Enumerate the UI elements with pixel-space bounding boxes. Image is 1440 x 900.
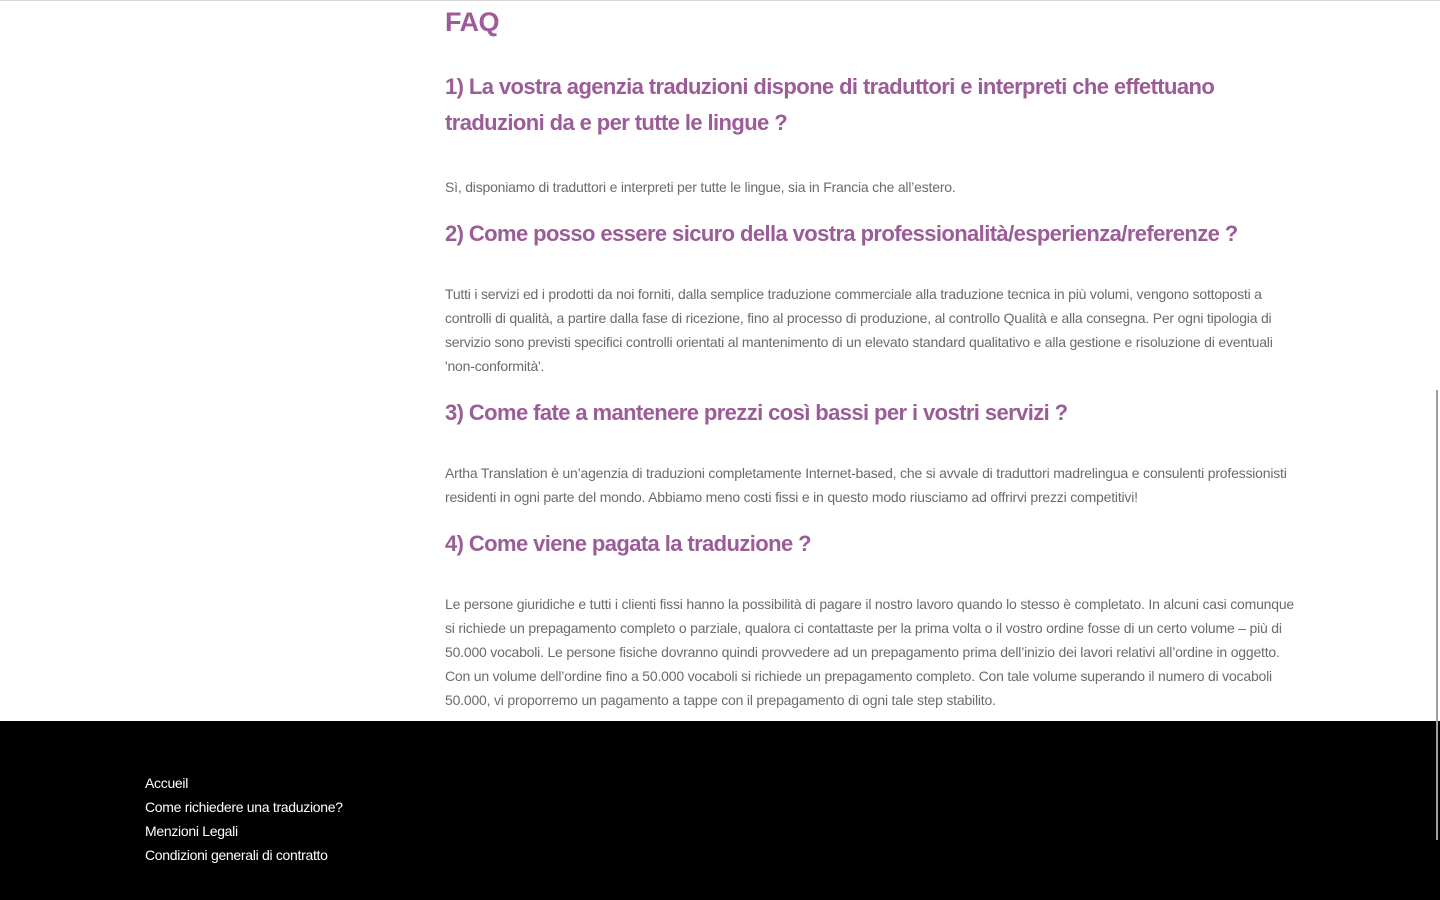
page-title: FAQ [445, 7, 500, 37]
faq-answer-2: Tutti i servizi ed i prodotti da noi forniti, dalla semplice traduzione commerciale alla traduzione tecnica in più volumi, vengono sottoposti a controlli di qualità, a partire dalla fase di ricezione, fino al processo di produzione, al controllo Qualità e alla consegna. Per ogni tipologia di servizio sono previsti specifici controlli orientati al mantenimento di un elevato standard qualitativo e alla gestione e risoluzione di eventuali 'non-conformità'. [445, 286, 1273, 374]
footer-link-accueil[interactable]: Accueil [145, 775, 189, 791]
faq-answer-1: Sì, disponiamo di traduttori e interpreti per tutte le lingue, sia in Francia che all’estero. [445, 179, 956, 195]
footer-item [145, 843, 343, 867]
footer-nav [145, 771, 343, 867]
faq-question-2: 2) Come posso essere sicuro della vostra professionalità/esperienza/referenze ? [445, 221, 1238, 246]
faq-question-3: 3) Come fate a mantenere prezzi così bassi per i vostri servizi ? [445, 400, 1068, 425]
scrollbar-thumb[interactable] [1436, 390, 1438, 840]
footer-link-come-richiedere[interactable]: Come richiedere una traduzione? [145, 799, 343, 815]
site-footer [0, 721, 1440, 900]
footer-item [145, 819, 343, 843]
footer-item [145, 795, 343, 819]
faq-question-4: 4) Come viene pagata la traduzione ? [445, 531, 811, 556]
faq-question-1: 1) La vostra agenzia traduzioni dispone di traduttori e interpreti che effettuano traduzioni da e per tutte le lingue ? [445, 74, 1215, 135]
faq-section [445, 0, 1295, 712]
footer-link-condizioni[interactable]: Condizioni generali di contratto [145, 847, 328, 863]
faq-answer-4: Le persone giuridiche e tutti i clienti fissi hanno la possibilità di pagare il nostro lavoro quando lo stesso è completato. In alcuni casi comunque si richiede un prepagamento completo o parziale, qualora ci contattaste per la prima volta o il vostro ordine fosse di un certo volume – più di 50.000 vocaboli. Le persone fisiche dovranno quindi provvedere ad un prepagamento prima dell’inizio dei lavori relativi all’ordine in oggetto. Con un volume dell’ordine fino a 50.000 vocaboli si richiede un prepagamento completo. Con tale volume superando il numero di vocaboli 50.000, vi proporremo un pagamento a tappe con il prepagamento di ogni tale step stabilito. [445, 596, 1295, 708]
footer-link-menzioni-legali[interactable]: Menzioni Legali [145, 823, 238, 839]
faq-answer-3: Artha Translation è un’agenzia di traduzioni completamente Internet-based, che si avvale di traduttori madrelingua e consulenti professionisti residenti in ogni parte del mondo. Abbiamo meno costi fissi e in questo modo riusciamo ad offrirvi prezzi competitivi! [445, 465, 1287, 505]
footer-item [145, 771, 343, 795]
